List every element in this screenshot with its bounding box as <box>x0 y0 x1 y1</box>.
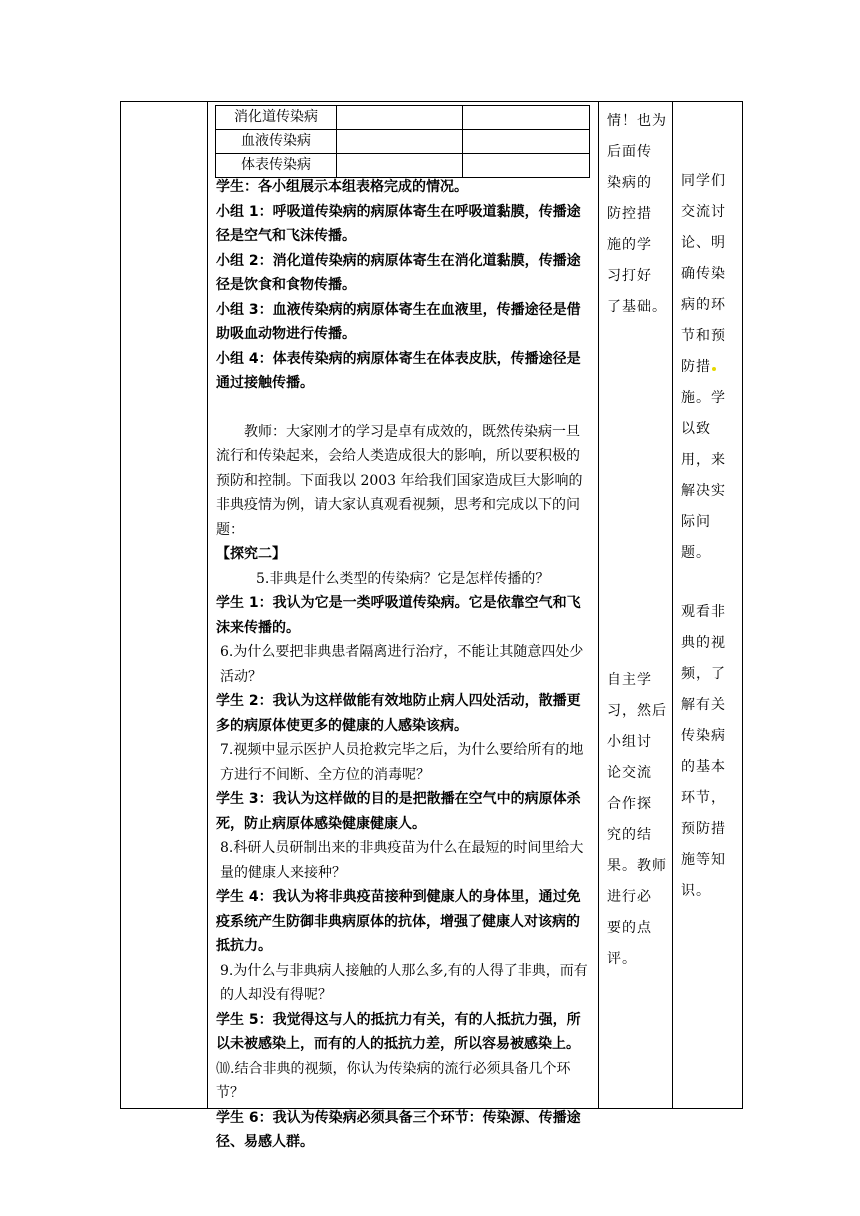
text-line: 果。教师 <box>607 858 667 874</box>
table-cell <box>463 106 590 130</box>
text-line: 以致 <box>681 421 711 437</box>
text-line: 频，了 <box>681 666 726 682</box>
group-1-answer: 小组 1：呼吸道传染病的病原体寄生在呼吸道黏膜，传播途径是空气和飞沫传播。 <box>216 203 581 244</box>
student-6-answer: 学生 6：我认为传染病必须具备三个环节：传染源、传播途径、易感人群。 <box>216 1109 581 1150</box>
text-line: 病的环 <box>681 297 726 313</box>
text-line: 施。学 <box>681 390 726 406</box>
group-4-answer: 小组 4：体表传染病的病原体寄生在体表皮肤，传播途径是通过接触传播。 <box>216 350 581 391</box>
text-line: 习，然后 <box>607 703 667 719</box>
table-row <box>216 106 590 130</box>
table-cell <box>337 154 463 178</box>
column-divider <box>598 102 599 1108</box>
student-4-answer: 学生 4：我认为将非典疫苗接种到健康人的身体里，通过免疫系统产生防御非典病原体的抗体，增强了健康人对该病的抵抗力。 <box>216 889 581 954</box>
text-line: 论、明 <box>681 235 726 251</box>
teacher-remark: 教师：大家刚才的学习是卓有成效的，既然传染病一旦流行和传染起来，会给人类造成很大的影响，所以要积极的预防和控制。下面我以 2003 年给我们国家造成巨大影响的非典疫情为例，请大家认真观看视频，思考和完成以下的问题： <box>216 423 583 538</box>
text-line: 用，来 <box>681 452 726 468</box>
text-line: 交流讨 <box>681 204 726 220</box>
table-cell <box>337 130 463 154</box>
question-10: ⑽.结合非典的视频，你认为传染病的流行必须具备几个环节？ <box>216 1060 571 1101</box>
highlight-mark <box>712 367 716 371</box>
text-line: 评。 <box>607 951 637 967</box>
text-line: 防控措 <box>607 206 652 222</box>
student-1-answer: 学生 1：我认为它是一类呼吸道传染病。它是依靠空气和飞沫来传播的。 <box>216 595 581 636</box>
text-line: 题。 <box>681 545 711 561</box>
group-2-answer: 小组 2：消化道传染病的病原体寄生在消化道黏膜，传播途径是饮食和食物传播。 <box>216 252 581 293</box>
design-intent-text-bottom <box>607 665 667 975</box>
text-line: 观看非 <box>681 604 726 620</box>
student-2-answer: 学生 2：我认为这样做能有效地防止病人四处活动，散播更多的病原体使更多的健康的人感染该病。 <box>216 693 581 734</box>
text-line: 合作探 <box>607 796 652 812</box>
question-5: 5.非典是什么类型的传染病？它是怎样传播的？ <box>256 570 550 587</box>
table-cell-label: 消化道传染病 <box>216 106 337 130</box>
table-cell-label: 血液传染病 <box>216 130 337 154</box>
text-line: 自主学 <box>607 672 652 688</box>
text-line: 传染病 <box>681 728 726 744</box>
text-line: 解决实 <box>681 483 726 499</box>
explore-2-heading: 【探究二】 <box>216 546 286 562</box>
text-line: 染病的 <box>607 175 652 191</box>
group-3-answer: 小组 3：血液传染病的病原体寄生在血液里，传播途径是借助吸血动物进行传播。 <box>216 301 581 342</box>
teaching-process-content <box>216 175 591 1155</box>
text-line: 后面传 <box>607 144 652 160</box>
text-line: 识。 <box>681 883 711 899</box>
text-line: 预防措 <box>681 821 726 837</box>
text-line: 解有关 <box>681 697 726 713</box>
column-divider <box>672 102 673 1108</box>
text-line: 同学们 <box>681 173 726 189</box>
question-6: 6.为什么要把非典患者隔离进行治疗，不能让其随意四处少活动？ <box>220 644 584 685</box>
student-activity-text-bottom <box>681 597 737 907</box>
student-5-answer: 学生 5：我觉得这与人的抵抗力有关，有的人抵抗力强，所以未被感染上，而有的人的抵抗力差，所以容易被感染上。 <box>216 1011 581 1052</box>
text-line: 节和预 <box>681 328 726 344</box>
text-line: 环节， <box>681 790 726 806</box>
column-divider <box>207 102 208 1108</box>
table-cell <box>463 130 590 154</box>
student-activity-text-top <box>681 166 737 569</box>
text-line: 际问 <box>681 514 711 530</box>
question-7: 7.视频中显示医护人员抢救完毕之后，为什么要给所有的地方进行不间断、全方位的消毒呢？ <box>220 742 584 783</box>
disease-summary-table <box>215 105 590 178</box>
table-row <box>216 130 590 154</box>
text-line: 了基础。 <box>607 299 667 315</box>
text-line: 情！也为 <box>607 113 667 129</box>
question-9: 9.为什么与非典病人接触的人那么多,有的人得了非典，而有的人却没有得呢？ <box>220 962 588 1003</box>
text-line: 施等知 <box>681 852 726 868</box>
student-3-answer: 学生 3：我认为这样做的目的是把散播在空气中的病原体杀死，防止病原体感染健康健康人。 <box>216 791 581 832</box>
text-line: 论交流 <box>607 765 652 781</box>
text-line: 要的点 <box>607 920 652 936</box>
table-row <box>216 154 590 178</box>
text-line: 的基本 <box>681 759 726 775</box>
text-line: 防措 <box>681 359 711 375</box>
text-line: 确传染 <box>681 266 726 282</box>
table-cell <box>463 154 590 178</box>
question-8: 8.科研人员研制出来的非典疫苗为什么在最短的时间里给大量的健康人来接种？ <box>220 840 584 881</box>
text-line: 进行必 <box>607 889 652 905</box>
text-line-with-mark <box>681 352 737 383</box>
design-intent-text-top <box>607 106 667 323</box>
spacer <box>216 396 591 420</box>
table-cell-label: 体表传染病 <box>216 154 337 178</box>
text-line: 典的视 <box>681 635 726 651</box>
text-line: 施的学 <box>607 237 652 253</box>
text-line: 小组讨 <box>607 734 652 750</box>
text-line: 习打好 <box>607 268 652 284</box>
text-line: 究的结 <box>607 827 652 843</box>
students-show-line: 学生：各小组展示本组表格完成的情况。 <box>216 179 468 195</box>
table-cell <box>337 106 463 130</box>
